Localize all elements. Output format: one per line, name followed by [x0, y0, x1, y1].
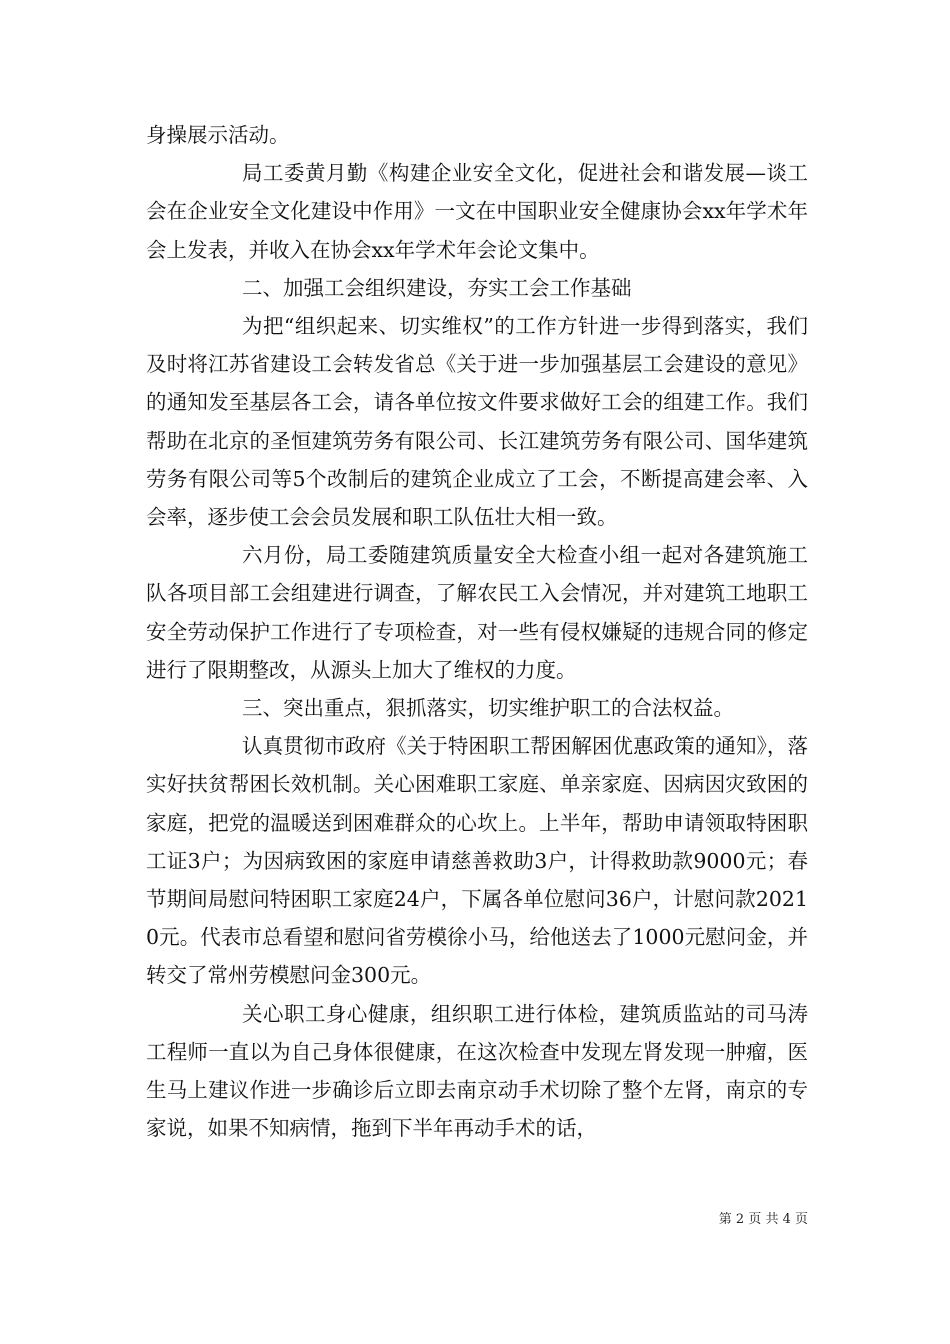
document-body [146, 116, 808, 1147]
paragraph-june-inspection: 六月份，局工委随建筑质量安全大检查小组一起对各建筑施工队各项目部工会组建进行调查，了解农民工入会情况，并对建筑工地职工安全劳动保护工作进行了专项检查，对一些有侵权嫌疑的违规合同的修定进行了限期整改，从源头上加大了维权的力度。 [146, 543, 808, 682]
section-heading-3: 三、突出重点，狠抓落实，切实维护职工的合法权益。 [242, 696, 734, 721]
section-heading-2: 二、加强工会组织建设，夯实工会工作基础 [242, 275, 632, 300]
paragraph-thesis-publication: 局工委黄月勤《构建企业安全文化，促进社会和谐发展—谈工会在企业安全文化建设中作用》一文在中国职业安全健康协会xx年学术年会上发表，并收入在协会xx年学术年会论文集中。 [146, 161, 808, 262]
paragraph-union-organization: 为把“组织起来、切实维权”的工作方针进一步得到落实，我们及时将江苏省建设工会转发省总《关于进一步加强基层工会建设的意见》的通知发至基层各工会，请各单位按文件要求做好工会的组建工作。我们帮助在北京的圣恒建筑劳务有限公司、长江建筑劳务有限公司、国华建筑劳务有限公司等5个改制后的建筑企业成立了工会，不断提高建会率、入会率，逐步使工会会员发展和职工队伍壮大相一致。 [146, 314, 808, 530]
page-number-footer: 第 2 页 共 4 页 [718, 1212, 808, 1227]
paragraph-continuation: 身操展示活动。 [146, 123, 290, 147]
paragraph-poverty-relief: 认真贯彻市政府《关于特困职工帮困解困优惠政策的通知》，落实好扶贫帮困长效机制。关心困难职工家庭、单亲家庭、因病因灾致困的家庭，把党的温暖送到困难群众的心坎上。上半年，帮助申请领取特困职工证3户；为因病致困的家庭申请慈善救助3户，计得救助款9000元；春节期间局慰问特困职工家庭24户，下属各单位慰问36户，计慰问款20210元。代表市总看望和慰问省劳模徐小马，给他送去了1000元慰问金，并转交了常州劳模慰问金300元。 [146, 734, 808, 988]
paragraph-health-checkup: 关心职工身心健康，组织职工进行体检，建筑质监站的司马涛工程师一直以为自己身体很健康，在这次检查中发现左肾发现一肿瘤，医生马上建议作进一步确诊后立即去南京动手术切除了整个左肾，南京的专家说，如果不知病情，拖到下半年再动手术的话， [146, 1001, 808, 1141]
